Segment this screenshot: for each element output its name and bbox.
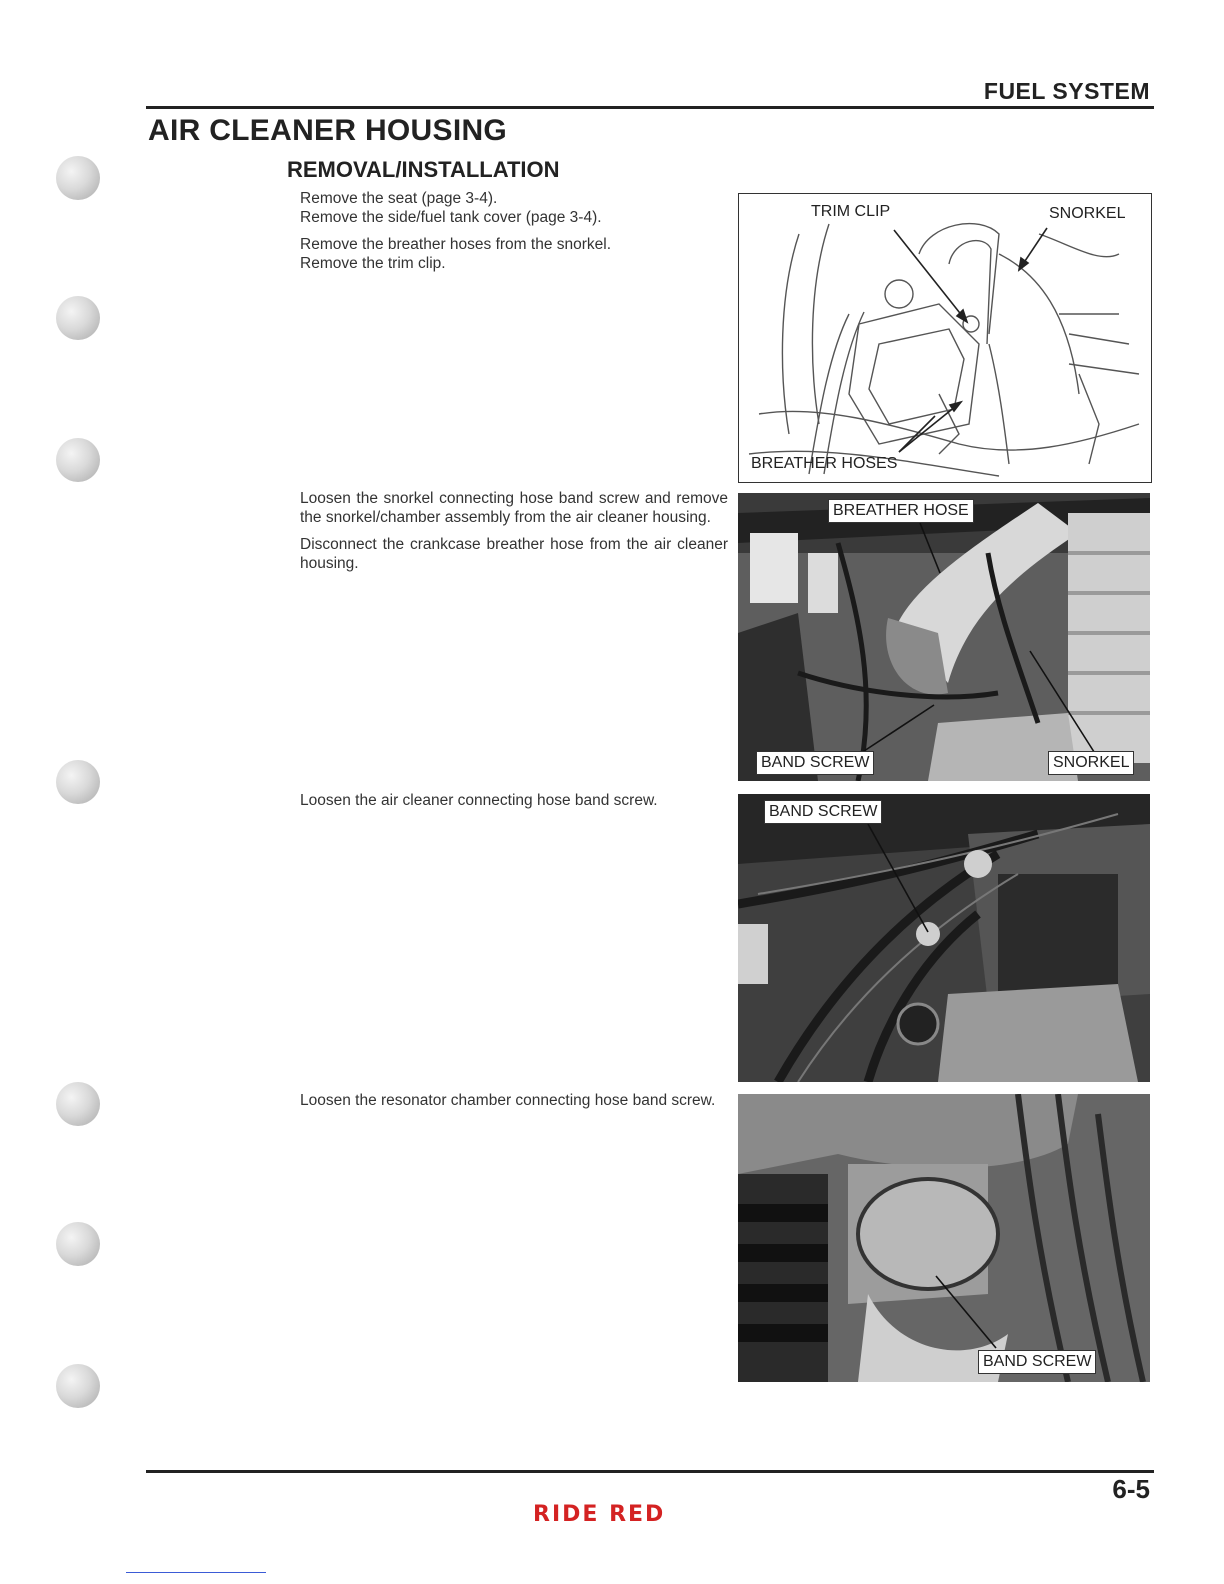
binder-hole (56, 438, 100, 482)
page-title: AIR CLEANER HOUSING (148, 114, 508, 147)
instruction-line: Loosen the air cleaner connecting hose band screw. (300, 792, 658, 809)
figure-trim-clip-drawing (738, 193, 1152, 483)
photo (738, 1094, 1150, 1382)
instruction-line: Remove the breather hoses from the snorkel. (300, 236, 612, 253)
instruction-line: Loosen the resonator chamber connecting hose band screw. (300, 1092, 716, 1109)
sub-heading: REMOVAL/INSTALLATION (287, 157, 560, 182)
figure-label: SNORKEL (1049, 205, 1126, 222)
binder-hole (56, 156, 100, 200)
step-4-text (300, 1091, 728, 1118)
section-title: FUEL SYSTEM (983, 78, 1150, 104)
header-rule (146, 106, 1154, 109)
instruction-line: Remove the side/fuel tank cover (page 3-4). (300, 209, 602, 226)
instruction-line: Remove the trim clip. (300, 255, 446, 272)
figure-label: SNORKEL (1048, 751, 1134, 775)
photo (738, 794, 1150, 1082)
figure-air-cleaner-band-photo (738, 794, 1150, 1082)
binder-hole (56, 1082, 100, 1126)
page-number: 6-5 (1112, 1474, 1150, 1504)
binder-hole (56, 1364, 100, 1408)
figure-label: BAND SCREW (764, 800, 882, 824)
step-1-text (300, 189, 728, 281)
footer-rule (146, 1470, 1154, 1473)
figure-resonator-band-photo (738, 1094, 1150, 1382)
figure-label: BREATHER HOSES (751, 455, 898, 472)
instruction-line: Disconnect the crankcase breather hose from the air cleaner housing. (300, 536, 728, 572)
instruction-line: Loosen the snorkel connecting hose band screw and remove the snorkel/chamber assembly from the air cleaner housing. (300, 490, 728, 526)
figure-label: BREATHER HOSE (828, 499, 974, 523)
figure-label: TRIM CLIP (811, 203, 891, 220)
line-drawing (739, 194, 1151, 482)
footer-brand: RIDE RED (533, 1502, 666, 1527)
footer-link-underline (126, 1572, 266, 1573)
figure-snorkel-photo (738, 493, 1150, 781)
step-3-text (300, 791, 728, 818)
step-2-text (300, 489, 728, 581)
binder-hole (56, 1222, 100, 1266)
binder-hole (56, 760, 100, 804)
photo (738, 493, 1150, 781)
binder-hole (56, 296, 100, 340)
instruction-line: Remove the seat (page 3-4). (300, 190, 498, 207)
figure-label: BAND SCREW (756, 751, 874, 775)
figure-label: BAND SCREW (978, 1350, 1096, 1374)
